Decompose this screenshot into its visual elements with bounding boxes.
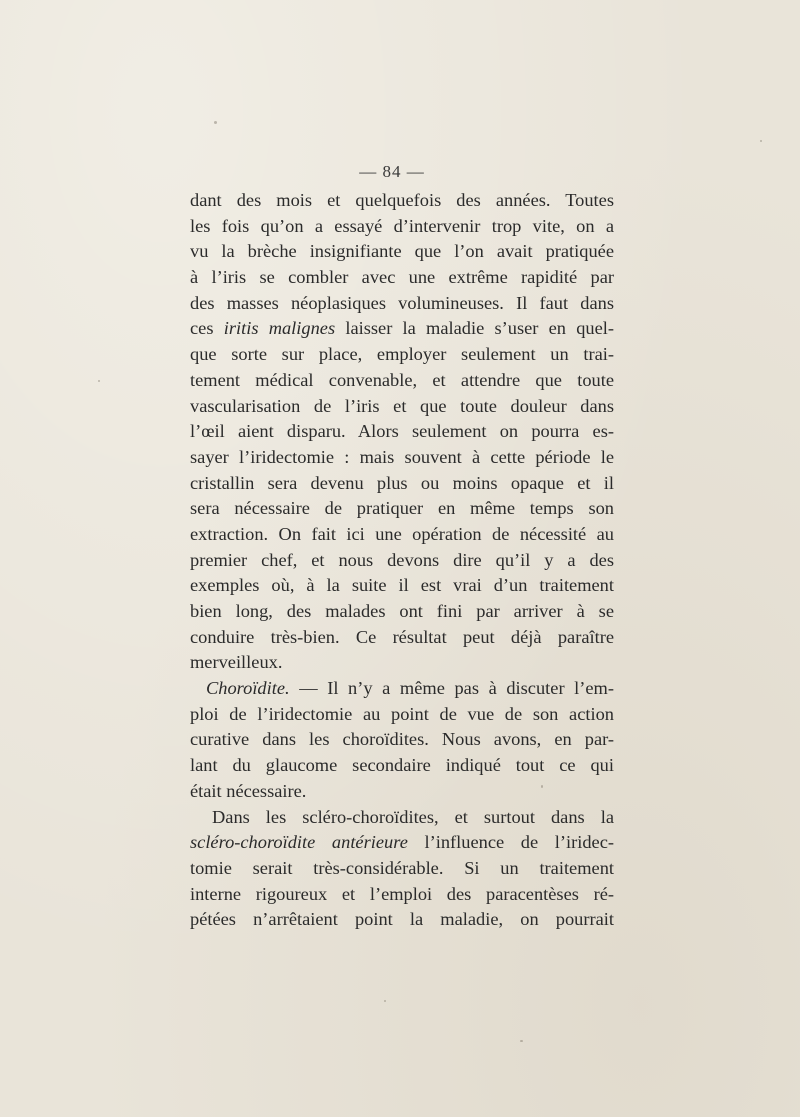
text-line [190, 471, 614, 497]
paper-speck [98, 380, 100, 382]
text-line [190, 188, 614, 214]
text-line [190, 419, 614, 445]
page-number: — 84 — [359, 162, 425, 181]
text-line [190, 342, 614, 368]
text-line [190, 753, 614, 779]
text-run: vascularisation de l’iris et que toute douleur dans [190, 395, 614, 416]
text-line [190, 702, 614, 728]
text-run: Dans les scléro-choroïdites, et surtout dans la [212, 806, 614, 827]
text-run: interne rigoureux et l’emploi des paracentèses ré- [190, 883, 614, 904]
text-run: dant des mois et quelquefois des années. Toutes [190, 190, 614, 210]
text-run: bien long, des malades ont fini par arriver à se [190, 601, 614, 621]
text-run: laisser la maladie s’user en quel- [335, 318, 614, 339]
text-run: ploi de l’iridectomie au point de vue de son action [190, 703, 614, 724]
text-line [190, 727, 614, 753]
text-run: premier chef, et nous devons dire qu’il y a des [190, 549, 614, 570]
text-run: était nécessaire. [190, 780, 307, 801]
text-line [190, 496, 614, 522]
text-run: pétées n’arrêtaient point la maladie, on pourrait [190, 909, 614, 930]
paper-speck [214, 121, 217, 124]
text-run: — Il n’y a même pas à discuter l’em- [289, 678, 614, 699]
text-run: ces [190, 318, 224, 339]
text-line [190, 445, 614, 471]
text-line [190, 805, 614, 831]
text-run: des masses néoplasiques volumineuses. Il faut dans [190, 292, 614, 313]
text-line [190, 830, 614, 856]
text-line [190, 650, 614, 676]
text-line [190, 291, 614, 317]
text-run: les fois qu’on a essayé d’intervenir trop vite, on a [190, 215, 614, 236]
text-run: vu la brèche insignifiante que l’on avait pratiquée [190, 241, 614, 262]
text-run: à l’iris se combler avec une extrême rapidité par [190, 267, 614, 288]
text-line [190, 779, 614, 805]
text-line [190, 394, 614, 420]
text-line [190, 548, 614, 574]
text-line [190, 599, 614, 625]
text-line [190, 522, 614, 548]
text-run: tomie serait très-considérable. Si un traitement [190, 857, 614, 878]
text-run: tement médical convenable, et attendre que toute [190, 369, 614, 390]
text-run: l’influence de l’iridec- [407, 832, 614, 853]
text-line [190, 573, 614, 599]
text-line [190, 368, 614, 394]
paper-speck [520, 1040, 523, 1042]
text-run: exemples où, à la suite il est vrai d’un traitement [190, 575, 614, 596]
text-run: cristallin sera devenu plus ou moins opaque et il [190, 472, 614, 493]
italic-text: scléro-choroïdite antérieure [190, 832, 408, 853]
text-run: l’œil aient disparu. Alors seulement on pourra es- [190, 421, 614, 442]
text-run: extraction. On fait ici une opération de nécessité au [190, 523, 614, 544]
text-line [190, 316, 614, 342]
text-run: merveilleux. [190, 652, 283, 673]
text-line [190, 625, 614, 651]
text-run: sayer l’iridectomie : mais souvent à cette période le [190, 446, 614, 467]
text-line [190, 856, 614, 882]
italic-text: iritis malignes [223, 318, 336, 339]
text-run: curative dans les choroïdites. Nous avons, en par- [190, 729, 614, 750]
italic-text: Choroïdite. [206, 678, 290, 699]
text-run: conduire très-bien. Ce résultat peut déjà paraître [190, 626, 614, 647]
text-run: lant du glaucome secondaire indiqué tout ce qui [190, 755, 614, 776]
text-line [190, 882, 614, 908]
text-line [190, 214, 614, 240]
text-run: que sorte sur place, employer seulement un trai- [190, 344, 614, 365]
body-text [190, 188, 614, 933]
paper-speck [760, 140, 762, 142]
text-line [190, 676, 614, 702]
text-line [190, 265, 614, 291]
text-run: sera nécessaire de pratiquer en même temps son [190, 498, 614, 519]
text-line [190, 907, 614, 933]
text-line [190, 239, 614, 265]
paper-speck [384, 1000, 386, 1002]
